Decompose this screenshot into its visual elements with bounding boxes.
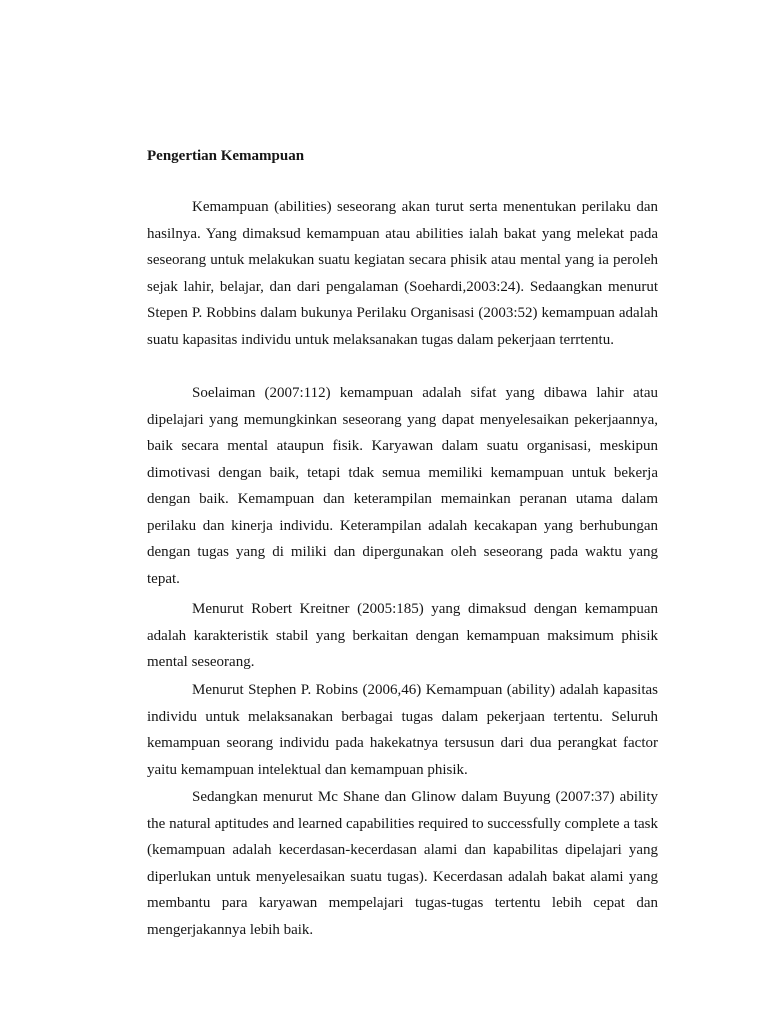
paragraph-5: Sedangkan menurut Mc Shane dan Glinow dalam Buyung (2007:37) ability the natural aptitudes and learned capabilities required to successfully complete a task (kemampuan adalah kecerdasan-kecerdasan alami dan kapabilitas dipelajari yang diperlukan untuk menyelesaikan suatu tugas). Kecerdasan adalah bakat alami yang membantu para karyawan mempelajari tugas-tugas tertentu lebih cepat dan mengerjakannya lebih baik. xyxy=(147,789,658,938)
paragraph-3: Menurut Robert Kreitner (2005:185) yang dimaksud dengan kemampuan adalah karakteristik stabil yang berkaitan dengan kemampuan maksimum phisik mental seseorang. xyxy=(147,601,658,670)
section-heading: Pengertian Kemampuan xyxy=(147,148,305,164)
paragraph-1: Kemampuan (abilities) seseorang akan turut serta menentukan perilaku dan hasilnya. Yang dimaksud kemampuan atau abilities ialah bakat yang melekat pada seseorang untuk melakukan suatu kegiatan secara phisik atau mental yang ia peroleh sejak lahir, belajar, dan dari pengalaman (Soehardi,2003:24). Sedaangkan menurut Stepen P. Robbins dalam bukunya Perilaku Organisasi (2003:52) kemampuan adalah suatu kapasitas individu untuk melaksanakan tugas dalam pekerjaan terrtentu. xyxy=(147,199,658,348)
paragraph-4: Menurut Stephen P. Robins (2006,46) Kemampuan (ability) adalah kapasitas individu untuk melaksanakan berbagai tugas dalam pekerjaan tertentu. Seluruh kemampuan seorang individu pada hakekatnya tersusun dari dua perangkat factor yaitu kemampuan intelektual dan kemampuan phisik. xyxy=(147,682,658,778)
paragraph-2: Soelaiman (2007:112) kemampuan adalah sifat yang dibawa lahir atau dipelajari yang memungkinkan seseorang yang dapat menyelesaikan pekerjaannya, baik secara mental ataupun fisik. Karyawan dalam suatu organisasi, meskipun dimotivasi dengan baik, tetapi tdak semua memiliki kemampuan untuk bekerja dengan baik. Kemampuan dan keterampilan memainkan peranan utama dalam perilaku dan kinerja individu. Keterampilan adalah kecakapan yang berhubungan dengan tugas yang di miliki dan dipergunakan oleh seseorang pada waktu yang tepat. xyxy=(147,385,658,587)
